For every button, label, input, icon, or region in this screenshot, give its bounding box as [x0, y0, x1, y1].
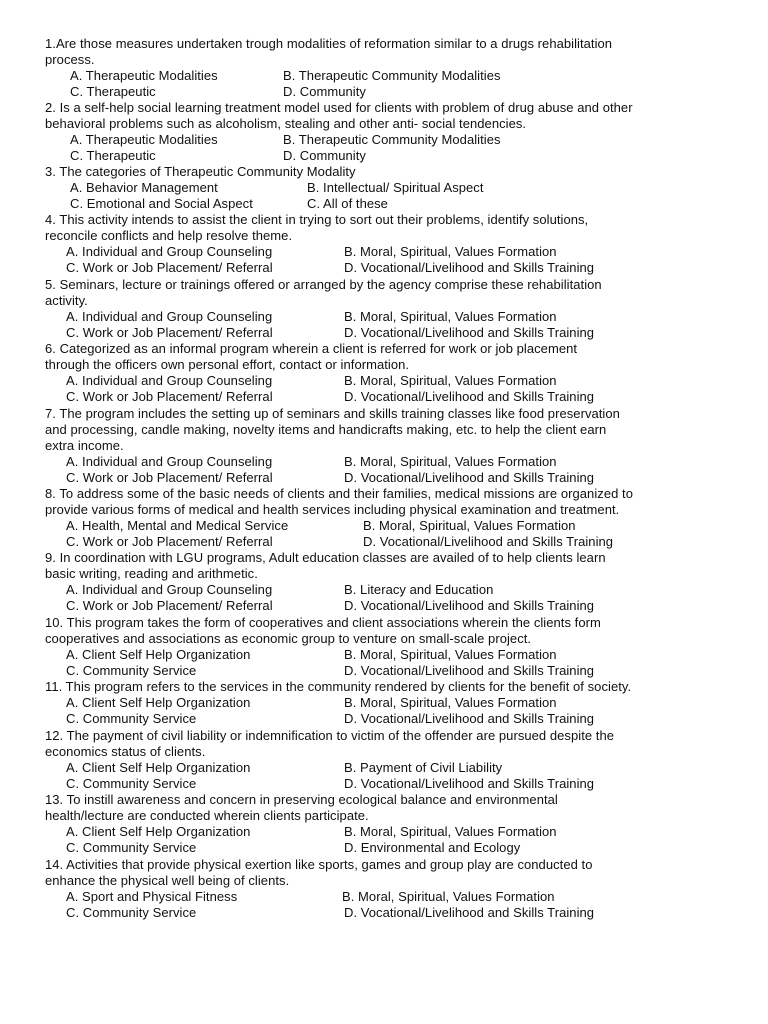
question-1 — [45, 36, 735, 100]
question-4 — [45, 212, 735, 276]
question-11-option-b: B. Moral, Spiritual, Values Formation — [344, 695, 557, 711]
question-8-options-row-1 — [45, 518, 735, 534]
question-8-option-b: B. Moral, Spiritual, Values Formation — [363, 518, 576, 534]
question-7-line-1: 7. The program includes the setting up of seminars and skills training classes like food preservation — [45, 406, 620, 421]
question-6-option-b: B. Moral, Spiritual, Values Formation — [344, 373, 557, 389]
question-13-option-a: A. Client Self Help Organization — [66, 824, 251, 840]
question-8-option-a: A. Health, Mental and Medical Service — [66, 518, 289, 534]
question-5-option-b: B. Moral, Spiritual, Values Formation — [344, 309, 557, 325]
question-9-option-c: C. Work or Job Placement/ Referral — [66, 598, 273, 614]
question-9-option-d: D. Vocational/Livelihood and Skills Training — [344, 598, 595, 614]
question-12-line-1: 12. The payment of civil liability or indemnification to victim of the offender are pursued despite the — [45, 728, 615, 743]
question-3-options-row-2 — [45, 196, 735, 212]
question-14-option-b: B. Moral, Spiritual, Values Formation — [342, 889, 555, 905]
question-3-option-c: C. Emotional and Social Aspect — [70, 196, 253, 212]
question-11-option-c: C. Community Service — [66, 711, 197, 727]
question-13 — [45, 792, 735, 856]
question-4-line-2: reconcile conflicts and help resolve theme. — [45, 228, 293, 244]
question-6-option-c: C. Work or Job Placement/ Referral — [66, 389, 273, 405]
question-5-option-a: A. Individual and Group Counseling — [66, 309, 273, 325]
question-3-options-row-1 — [45, 180, 735, 196]
question-12-option-b: B. Payment of Civil Liability — [344, 760, 503, 776]
question-13-options-row-2 — [45, 840, 735, 856]
question-4-option-d: D. Vocational/Livelihood and Skills Training — [344, 260, 595, 276]
question-1-option-d: D. Community — [283, 84, 366, 100]
question-7-line-3: extra income. — [45, 438, 124, 454]
question-2-option-c: C. Therapeutic — [70, 148, 156, 164]
question-7-options-row-2 — [45, 470, 735, 486]
question-13-options-row-1 — [45, 824, 735, 840]
question-6-options-row-2 — [45, 389, 735, 405]
question-5 — [45, 277, 735, 341]
question-7-option-c: C. Work or Job Placement/ Referral — [66, 470, 273, 486]
question-5-options-row-2 — [45, 325, 735, 341]
question-2-options-row-1 — [45, 132, 735, 148]
question-6-option-d: D. Vocational/Livelihood and Skills Training — [344, 389, 595, 405]
question-14-option-c: C. Community Service — [66, 905, 197, 921]
question-7 — [45, 406, 735, 486]
question-10-options-row-1 — [45, 647, 735, 663]
question-1-line-2: process. — [45, 52, 95, 68]
question-9-option-b: B. Literacy and Education — [344, 582, 494, 598]
question-9-options-row-1 — [45, 582, 735, 598]
question-13-option-d: D. Environmental and Ecology — [344, 840, 521, 856]
question-11-option-a: A. Client Self Help Organization — [66, 695, 251, 711]
question-10-option-b: B. Moral, Spiritual, Values Formation — [344, 647, 557, 663]
question-8-option-d: D. Vocational/Livelihood and Skills Training — [363, 534, 614, 550]
question-5-options-row-1 — [45, 309, 735, 325]
question-7-option-d: D. Vocational/Livelihood and Skills Training — [344, 470, 595, 486]
question-2-option-d: D. Community — [283, 148, 366, 164]
question-4-option-a: A. Individual and Group Counseling — [66, 244, 273, 260]
question-1-option-b: B. Therapeutic Community Modalities — [283, 68, 501, 84]
question-6-options-row-1 — [45, 373, 735, 389]
question-12-option-a: A. Client Self Help Organization — [66, 760, 251, 776]
question-10-line-1: 10. This program takes the form of cooperatives and client associations wherein the clients form — [45, 615, 601, 630]
question-4-line-1: 4. This activity intends to assist the client in trying to sort out their problems, identify solutions, — [45, 212, 589, 227]
question-14-line-1: 14. Activities that provide physical exertion like sports, games and group play are conducted to — [45, 857, 593, 872]
question-5-option-d: D. Vocational/Livelihood and Skills Training — [344, 325, 595, 341]
question-2-line-2: behavioral problems such as alcoholism, stealing and other anti- social tendencies. — [45, 116, 527, 132]
question-14-option-a: A. Sport and Physical Fitness — [66, 889, 238, 905]
question-3-option-b: B. Intellectual/ Spiritual Aspect — [307, 180, 484, 196]
question-14-options-row-2 — [45, 905, 735, 921]
question-1-line-1: 1.Are those measures undertaken trough modalities of reformation similar to a drugs rehabilitation — [45, 36, 613, 51]
question-11-options-row-1 — [45, 695, 735, 711]
question-4-options-row-1 — [45, 244, 735, 260]
question-14 — [45, 857, 735, 921]
question-12 — [45, 728, 735, 792]
question-9 — [45, 550, 735, 614]
question-10-options-row-2 — [45, 663, 735, 679]
question-2-line-1: 2. Is a self-help social learning treatment model used for clients with problem of drug abuse and other — [45, 100, 633, 115]
question-12-option-c: C. Community Service — [66, 776, 197, 792]
question-6-line-1: 6. Categorized as an informal program wherein a client is referred for work or job placement — [45, 341, 578, 356]
question-5-option-c: C. Work or Job Placement/ Referral — [66, 325, 273, 341]
question-13-option-c: C. Community Service — [66, 840, 197, 856]
question-2-option-a: A. Therapeutic Modalities — [70, 132, 218, 148]
question-6 — [45, 341, 735, 405]
question-3-line-1: 3. The categories of Therapeutic Community Modality — [45, 164, 356, 179]
question-7-option-b: B. Moral, Spiritual, Values Formation — [344, 454, 557, 470]
question-9-line-2: basic writing, reading and arithmetic. — [45, 566, 258, 582]
question-1-options-row-1 — [45, 68, 735, 84]
question-9-line-1: 9. In coordination with LGU programs, Adult education classes are availed of to help clients learn — [45, 550, 606, 565]
question-12-line-2: economics status of clients. — [45, 744, 206, 760]
question-6-option-a: A. Individual and Group Counseling — [66, 373, 273, 389]
question-6-line-2: through the officers own personal effort, contact or information. — [45, 357, 410, 373]
question-5-line-2: activity. — [45, 293, 88, 309]
question-3-option-a: A. Behavior Management — [70, 180, 218, 196]
question-10-option-c: C. Community Service — [66, 663, 197, 679]
question-8-line-2: provide various forms of medical and health services including physical examination and treatment. — [45, 502, 620, 518]
question-14-option-d: D. Vocational/Livelihood and Skills Training — [344, 905, 595, 921]
question-9-option-a: A. Individual and Group Counseling — [66, 582, 273, 598]
question-10-option-d: D. Vocational/Livelihood and Skills Training — [344, 663, 595, 679]
question-8-line-1: 8. To address some of the basic needs of clients and their families, medical missions are organized to — [45, 486, 633, 501]
question-2-option-b: B. Therapeutic Community Modalities — [283, 132, 501, 148]
question-1-options-row-2 — [45, 84, 735, 100]
question-7-option-a: A. Individual and Group Counseling — [66, 454, 273, 470]
question-3-option-d: C. All of these — [307, 196, 388, 212]
question-7-line-2: and processing, candle making, novelty items and handicrafts making, etc. to help the client earn — [45, 422, 607, 438]
question-5-line-1: 5. Seminars, lecture or trainings offered or arranged by the agency comprise these rehabilitation — [45, 277, 602, 292]
question-4-option-c: C. Work or Job Placement/ Referral — [66, 260, 273, 276]
question-8-options-row-2 — [45, 534, 735, 550]
question-13-line-2: health/lecture are conducted wherein clients participate. — [45, 808, 369, 824]
question-10 — [45, 615, 735, 679]
question-1-option-c: C. Therapeutic — [70, 84, 156, 100]
question-12-options-row-2 — [45, 776, 735, 792]
question-7-options-row-1 — [45, 454, 735, 470]
question-11-options-row-2 — [45, 711, 735, 727]
question-12-option-d: D. Vocational/Livelihood and Skills Training — [344, 776, 595, 792]
question-4-options-row-2 — [45, 260, 735, 276]
question-1-option-a: A. Therapeutic Modalities — [70, 68, 218, 84]
question-10-option-a: A. Client Self Help Organization — [66, 647, 251, 663]
question-14-line-2: enhance the physical well being of clients. — [45, 873, 290, 889]
question-8 — [45, 486, 735, 550]
question-2 — [45, 100, 735, 164]
question-13-option-b: B. Moral, Spiritual, Values Formation — [344, 824, 557, 840]
question-11-option-d: D. Vocational/Livelihood and Skills Training — [344, 711, 595, 727]
question-14-options-row-1 — [45, 889, 735, 905]
question-13-line-1: 13. To instill awareness and concern in preserving ecological balance and environmental — [45, 792, 558, 807]
question-10-line-2: cooperatives and associations as economic group to venture on small-scale project. — [45, 631, 532, 647]
question-11-line-1: 11. This program refers to the services in the community rendered by clients for the benefit of society. — [45, 679, 632, 694]
question-3 — [45, 164, 735, 212]
question-12-options-row-1 — [45, 760, 735, 776]
question-11 — [45, 679, 735, 727]
question-2-options-row-2 — [45, 148, 735, 164]
question-9-options-row-2 — [45, 598, 735, 614]
question-4-option-b: B. Moral, Spiritual, Values Formation — [344, 244, 557, 260]
question-8-option-c: C. Work or Job Placement/ Referral — [66, 534, 273, 550]
